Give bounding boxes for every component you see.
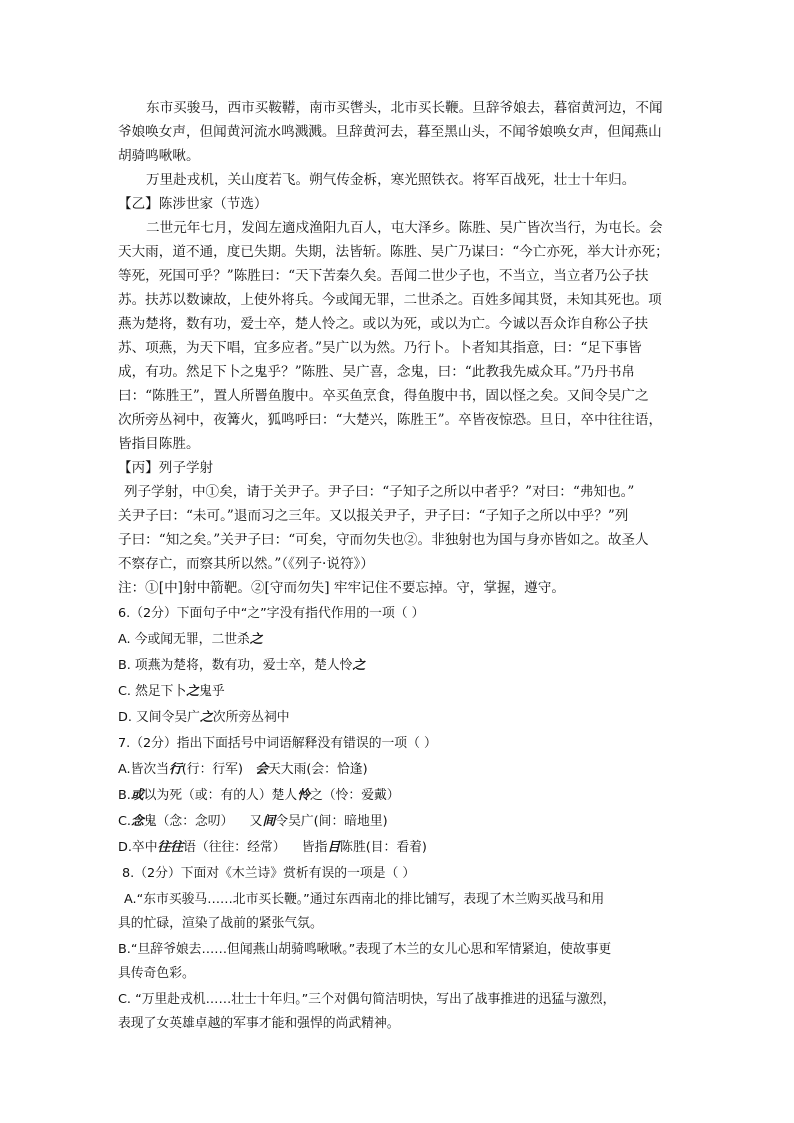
passage-b-line: 苏、项燕，为天下唱，宜多应者。”吴广以为然。乃行卜。卜者知其指意，曰：“足下事皆 bbox=[118, 340, 642, 356]
passage-a-line: 万里赴戎机，关山度若飞。朔气传金柝，寒光照铁衣。将军百战死，壮士十年归。 bbox=[146, 172, 636, 188]
passage-c-line: 子曰：“知之矣。”关尹子曰：“可矣，守而勿失也②。非独射也为国与身亦皆如之。故圣人 bbox=[118, 532, 649, 548]
passage-b-line: 曰：“陈胜王”，置人所罾鱼腹中。卒买鱼烹食，得鱼腹中书，固以怪之矣。又间令吴广之 bbox=[118, 388, 649, 404]
question-6-option-d: D. 又间令吴广之次所旁丛祠中 bbox=[118, 710, 290, 725]
passage-b-line: 苏。扶苏以数谏故，上使外将兵。今或闻无罪，二世杀之。百姓多闻其贤，未知其死也。项 bbox=[118, 292, 662, 308]
question-8-option-b-line: 具传奇色彩。 bbox=[118, 966, 195, 981]
passage-a-line: 胡骑鸣啾啾。 bbox=[118, 148, 200, 164]
passage-b-line: 成，有功。然足下卜之鬼乎？”陈胜、吴广喜，念鬼，曰：“此教我先威众耳。”乃丹书帛 bbox=[118, 364, 636, 380]
question-8-option-a-line: A.“东市买骏马……北市买长鞭。”通过东西南北的排比铺写，表现了木兰购买战马和用 bbox=[124, 892, 605, 907]
passage-a-line: 爷娘唤女声，但闻黄河流水鸣溅溅。旦辞黄河去，暮至黑山头，不闻爷娘唤女声，但闻燕山 bbox=[118, 124, 662, 140]
passage-b-line: 等死，死国可乎？”陈胜曰：“天下苦秦久矣。吾闻二世少子也，不当立，当立者乃公子扶 bbox=[118, 268, 649, 284]
passage-c-note: 注：①[中]射中箭靶。②[守而勿失] 牢牢记住不要忘掉。守，掌握，遵守。 bbox=[118, 580, 565, 596]
question-8-option-c-line: 表现了女英雄卓越的军事才能和强悍的尚武精神。 bbox=[118, 1016, 400, 1031]
passage-a-line: 东市买骏马，西市买鞍鞯，南市买辔头，北市买长鞭。旦辞爷娘去，暮宿黄河边，不闻 bbox=[146, 100, 663, 116]
question-8-option-c-line: C. “万里赴戎机……壮士十年归。”三个对偶句简洁明快，写出了战事推进的迅猛与激烈， bbox=[118, 992, 616, 1007]
passage-b-line: 皆指目陈胜。 bbox=[118, 436, 200, 452]
passage-b-line: 天大雨，道不通，度已失期。失期，法皆斩。陈胜、吴广乃谋曰：“今亡亦死，举大计亦死； bbox=[118, 244, 669, 260]
question-8-option-b-line: B.“旦辞爷娘去……但闻燕山胡骑鸣啾啾。”表现了木兰的女儿心思和军情紧迫，使故事更 bbox=[118, 942, 612, 957]
question-7-stem: 7.（2分）指出下面括号中词语解释没有错误的一项（ ） bbox=[118, 736, 437, 751]
passage-c-line: 关尹子曰：“未可。”退而习之三年。又以报关尹子，尹子曰：“子知子之所以中乎？”列 bbox=[118, 508, 629, 524]
question-7-option-d: D.卒中往往语（往往：经常） 皆指目陈胜(目：看着) bbox=[118, 840, 427, 855]
question-7-option-c: C.念鬼（念：念叨） 又间令吴广(间：暗地里) bbox=[118, 814, 388, 829]
passage-b-line: 次所旁丛祠中，夜篝火，狐鸣呼曰：“大楚兴，陈胜王”。卒皆夜惊恐。旦日，卒中往往语， bbox=[118, 412, 663, 428]
question-8-stem: 8.（2分）下面对《木兰诗》赏析有误的一项是（ ） bbox=[122, 866, 416, 881]
question-6-option-c: C. 然足下卜之鬼乎 bbox=[118, 684, 225, 699]
question-6-option-a: A. 今或闻无罪，二世杀之 bbox=[118, 632, 263, 647]
question-6-stem: 6.（2分）下面句子中“之”字没有指代作用的一项（ ） bbox=[118, 606, 425, 621]
passage-b-line: 燕为楚将，数有功，爱士卒，楚人怜之。或以为死，或以为亡。今诚以吾众诈自称公子扶 bbox=[118, 316, 649, 332]
passage-c-line: 列子学射，中①矣，请于关尹子。尹子曰：“子知子之所以中者乎？”对曰：“弗知也。” bbox=[124, 484, 635, 500]
question-8-option-a-line: 具的忙碌，渲染了战前的紧张气氛。 bbox=[118, 916, 323, 931]
passage-b-heading: 【乙】陈涉世家（节选） bbox=[118, 196, 268, 212]
question-6-option-b: B. 项燕为楚将，数有功，爱士卒，楚人怜之 bbox=[118, 658, 366, 673]
passage-c-heading: 【丙】列子学射 bbox=[118, 460, 214, 476]
question-7-option-a: A.皆次当行(行：行军) 会天大雨(会：恰逢) bbox=[118, 762, 368, 777]
passage-b-line: 二世元年七月，发闾左適戍渔阳九百人，屯大泽乡。陈胜、吴广皆次当行，为屯长。会 bbox=[146, 220, 663, 236]
passage-c-line: 不察存亡，而察其所以然。”（《列子·说符》） bbox=[118, 556, 374, 572]
question-7-option-b: B.或以为死（或：有的人）楚人怜之（怜：爱戴） bbox=[118, 788, 400, 803]
